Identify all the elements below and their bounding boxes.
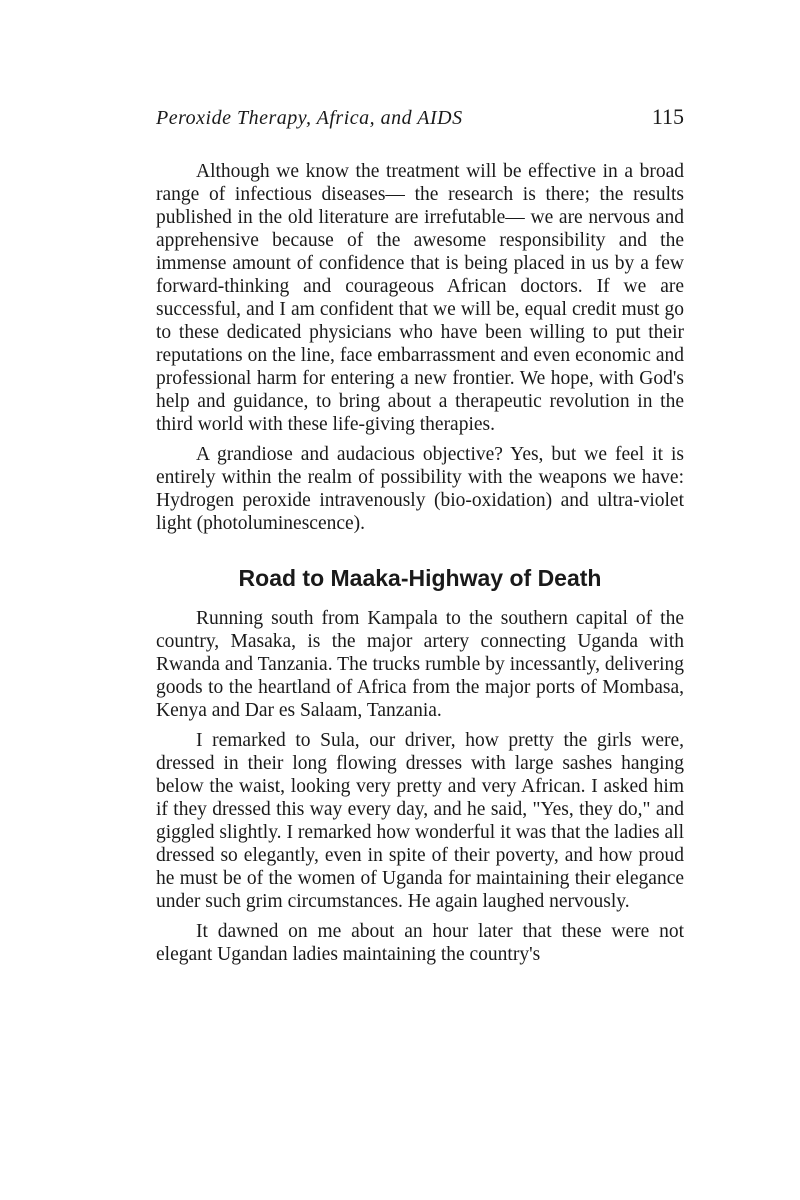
- running-title: Peroxide Therapy, Africa, and AIDS: [156, 107, 463, 129]
- section-heading: Road to Maaka-Highway of Death: [238, 565, 602, 591]
- body-paragraph: A grandiose and audacious objective? Yes, but we feel it is entirely within the realm of possibility with the weapons we have: Hydrogen peroxide intravenously (bio-oxidation) and ultra-violet light (photoluminescence).: [156, 444, 684, 534]
- running-head: [156, 104, 684, 138]
- page-number: 115: [651, 104, 684, 129]
- body-paragraph: Although we know the treatment will be effective in a broad range of infectious diseases— the research is there; the results published in the old literature are irrefutable— we are nervous and apprehensive because of the awesome responsibility and the immense amount of confidence that is being placed in us by a few forward-thinking and courageous African doctors. If we are successful, and I am confident that we will be, equal credit must go to these dedicated physicians who have been willing to put their reputations on the line, face embarrassment and even economic and professional harm for entering a new frontier. We hope, with God's help and guidance, to bring about a therapeutic revolution in the third world with these life-giving therapies.: [156, 161, 684, 435]
- book-page: [156, 104, 684, 966]
- body-paragraph: I remarked to Sula, our driver, how pretty the girls were, dressed in their long flowing dresses with large sashes hanging below the waist, looking very pretty and very African. I asked him if they dressed this way every day, and he said, "Yes, they do," and giggled slightly. I remarked how wonderful it was that the ladies all dressed so elegantly, even in spite of their poverty, and how proud he must be of the women of Uganda for maintaining their elegance under such grim circumstances. He again laughed nervously.: [156, 730, 684, 912]
- body-paragraph: It dawned on me about an hour later that these were not elegant Ugandan ladies maintaining the country's: [156, 921, 684, 965]
- body-paragraph: Running south from Kampala to the southern capital of the country, Masaka, is the major artery connecting Uganda with Rwanda and Tanzania. The trucks rumble by incessantly, delivering goods to the heartland of Africa from the major ports of Mombasa, Kenya and Dar es Salaam, Tanzania.: [156, 608, 684, 721]
